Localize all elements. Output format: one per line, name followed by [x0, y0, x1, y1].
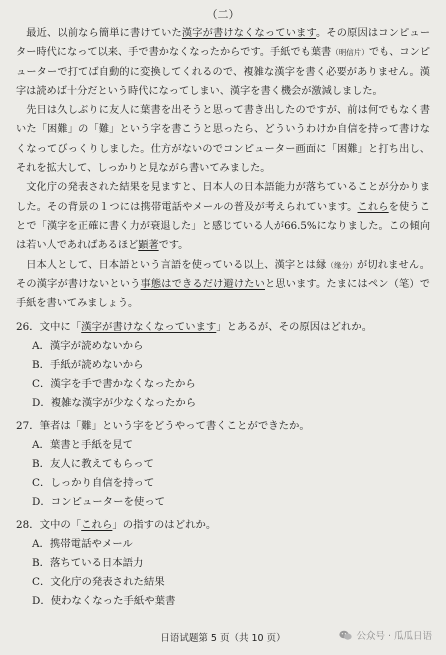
- underlined-phrase-3: 顕著: [138, 240, 159, 252]
- option-a[interactable]: A．漢字が読めないから: [32, 340, 144, 353]
- gloss-note: （明信片）: [331, 48, 369, 58]
- gloss-note: （缘分）: [326, 260, 358, 270]
- option-d[interactable]: D．使わなくなった手紙や葉書: [32, 595, 176, 608]
- watermark: [339, 628, 432, 642]
- underlined-phrase-2: これら: [357, 201, 389, 213]
- option-c[interactable]: C．文化庁の発表された結果: [32, 576, 165, 589]
- question-stem: 28．文中の「これら」の指すのはどれか。: [16, 519, 217, 532]
- section-title: （二）: [206, 8, 240, 21]
- underlined-phrase-4: 事態はできるだけ避けたい: [140, 278, 265, 290]
- paragraph-2: 先日は久しぶりに友人に葉書を出そうと思って書き出したのですが、前は何でもなく書いた「困難」の「難」という字を書こうと思ったら、どういうわけか自信を持って書けなくなってびっくりしました。仕方がないのでコンピューター画面に「困難」と打ち出し、それを拡大して、しっかりと見ながら書いてみました。: [16, 105, 430, 175]
- option-a[interactable]: A．携帯電話やメール: [32, 538, 133, 551]
- option-c[interactable]: C．しっかり自信を持って: [32, 477, 155, 490]
- question-list: [16, 318, 430, 611]
- question-26: [16, 318, 430, 413]
- paragraph-3: 文化庁の発表された結果を見ますと、日本人の日本語能力が落ちていることが分かりました。その背景の１つには携帯電話やメールの普及が考えられています。これらを使うことで「漢字を正確に書く力が衰退した」と感じている人が66.5%になりました。この傾向は若い人であればあるほど顕著です。: [16, 182, 430, 252]
- option-b[interactable]: B．友人に教えてもらって: [32, 458, 154, 471]
- option-d[interactable]: D．コンピューターを使って: [32, 496, 166, 509]
- option-b[interactable]: B．落ちている日本語力: [32, 557, 144, 570]
- option-b[interactable]: B．手紙が読めないから: [32, 359, 144, 372]
- paragraph-1: 最近、以前なら簡単に書けていた漢字が書けなくなっています。その原因はコンピューター時代になって以来、手で書かなくなったからです。手紙でも葉書（明信片）でも、コンピューターで打てば自動的に変換してくれるので、複雑な漢字を書く必要がありません。漢字は読めば十分だという時代になってしまい、漢字を書く機会が激減しました。: [16, 28, 431, 97]
- watermark-text: 公众号 · 瓜瓜日语: [356, 631, 432, 642]
- question-27: [16, 417, 430, 512]
- option-a[interactable]: A．葉書と手紙を見て: [32, 439, 134, 452]
- page-footer: 日语试题第 5 页（共 10 页）: [160, 633, 286, 644]
- reading-passage: [16, 24, 430, 313]
- underlined-phrase-1: 漢字が書けなくなっています: [181, 28, 317, 39]
- option-d[interactable]: D．複雑な漢字が少なくなったから: [32, 397, 197, 410]
- wechat-icon: [339, 630, 352, 641]
- paragraph-4: 日本人として、日本語という言語を使っている以上、漢字とは縁（缘分）が切れません。その漢字が書けないという事態はできるだけ避けたいと思います。たまにはペン（笔）で手紙を書いてみましょう。: [16, 259, 430, 310]
- question-stem: 27．筆者は「難」という字をどうやって書くことができたか。: [16, 420, 310, 433]
- option-c[interactable]: C．漢字を手で書かなくなったから: [32, 378, 196, 391]
- question-28: [16, 516, 430, 611]
- question-stem: 26．文中に「漢字が書けなくなっています」とあるが、その原因はどれか。: [16, 321, 373, 334]
